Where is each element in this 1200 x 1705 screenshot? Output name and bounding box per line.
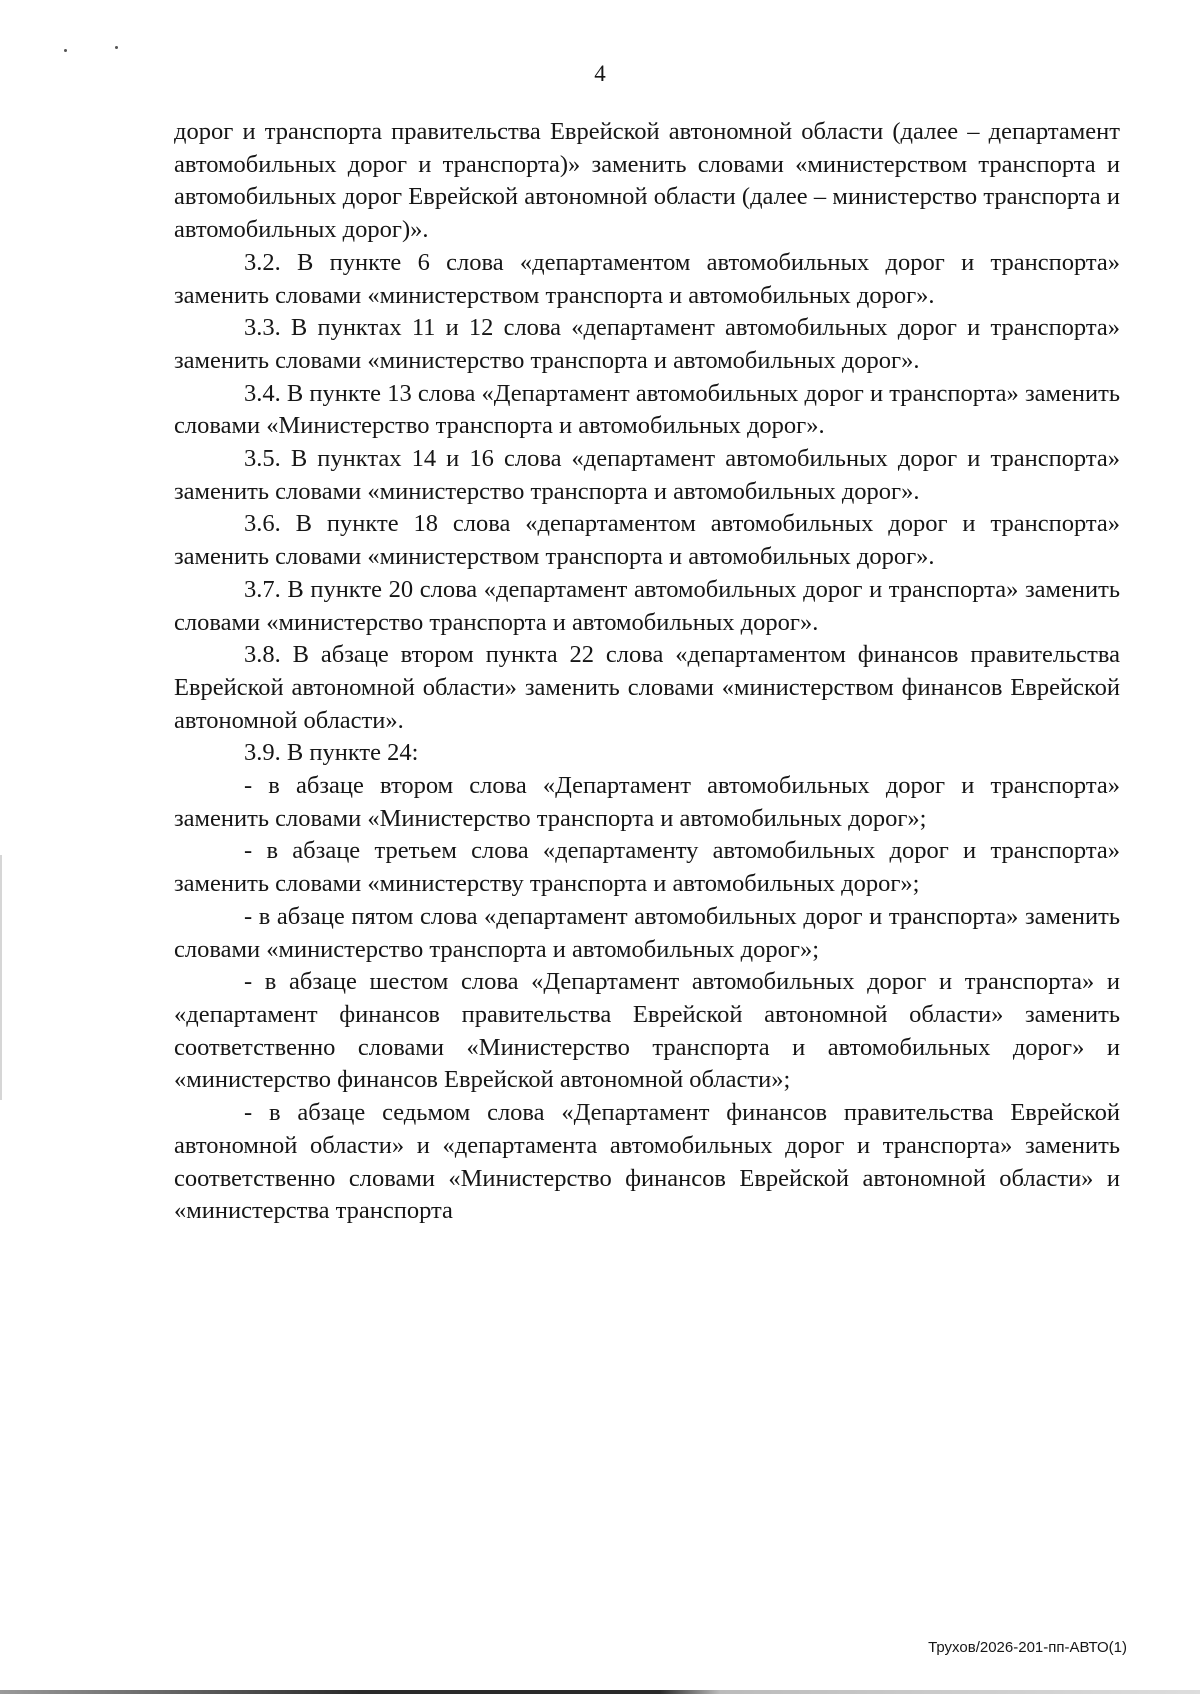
list-item-abzac-5: - в абзаце пятом слова «департамент автомобильных дорог и транспорта» заменить словами «министерство транспорта и автомобильных дорог»; <box>174 902 1120 963</box>
footer-document-code: Трухов/2026-201-пп-АВТО(1) <box>928 1639 1127 1656</box>
paragraph-3-3: 3.3. В пунктах 11 и 12 слова «департамент автомобильных дорог и транспорта» заменить словами «министерство транспорта и автомобильных дорог». <box>174 314 1120 374</box>
paragraph-3-2: 3.2. В пункте 6 слова «департаментом автомобильных дорог и транспорта» заменить словами «министерством транспорта и автомобильных дорог». <box>174 248 1120 309</box>
scan-dot-right <box>115 46 118 49</box>
page-number: 4 <box>594 61 606 86</box>
list-item-abzac-6: - в абзаце шестом слова «Департамент автомобильных дорог и транспорта» и «департамент финансов правительства Еврейской автономной области» заменить соответственно словами «Министерство транспорта и автомобильных дорог» и «министерство финансов Еврейской автономной области»; <box>174 968 1120 1094</box>
paragraph-3-5: 3.5. В пунктах 14 и 16 слова «департамент автомобильных дорог и транспорта» заменить словами «министерство транспорта и автомобильных дорог». <box>174 445 1120 505</box>
paragraph-3-7: 3.7. В пункте 20 слова «департамент автомобильных дорог и транспорта» заменить словами «министерство транспорта и автомобильных дорог». <box>174 575 1120 636</box>
paragraph-3-9: 3.9. В пункте 24: <box>244 739 419 767</box>
paragraph-3-8: 3.8. В абзаце втором пункта 22 слова «департаментом финансов правительства Еврейской автономной области» заменить словами «министерством финансов Еврейской автономной области». <box>174 641 1120 734</box>
scan-left-edge <box>0 855 2 1100</box>
paragraph-3-6: 3.6. В пункте 18 слова «департаментом автомобильных дорог и транспорта» заменить словами «министерством транспорта и автомобильных дорог». <box>174 510 1120 571</box>
list-item-abzac-3: - в абзаце третьем слова «департаменту автомобильных дорог и транспорта» заменить словами «министерству транспорта и автомобильных дорог»; <box>174 837 1120 898</box>
scan-bottom-edge <box>0 1690 1200 1694</box>
document-body <box>174 116 1120 1228</box>
paragraph-3-4: 3.4. В пункте 13 слова «Департамент автомобильных дорог и транспорта» заменить словами «Министерство транспорта и автомобильных дорог». <box>174 379 1120 440</box>
scan-dot-left <box>64 49 67 52</box>
list-item-abzac-7: - в абзаце седьмом слова «Департамент финансов правительства Еврейской автономной области» и «департамента автомобильных дорог и транспорта» заменить соответственно словами «Министерство финансов Еврейской автономной области» и «министерства транспорта <box>174 1099 1120 1225</box>
paragraph-continuation: дорог и транспорта правительства Еврейской автономной области (далее – департамент автомобильных дорог и транспорта)» заменить словами «министерством транспорта и автомобильных дорог Еврейской автономной области (далее – министерство транспорта и автомобильных дорог)». <box>174 118 1120 244</box>
list-item-abzac-2: - в абзаце втором слова «Департамент автомобильных дорог и транспорта» заменить словами «Министерство транспорта и автомобильных дорог»; <box>174 772 1120 832</box>
